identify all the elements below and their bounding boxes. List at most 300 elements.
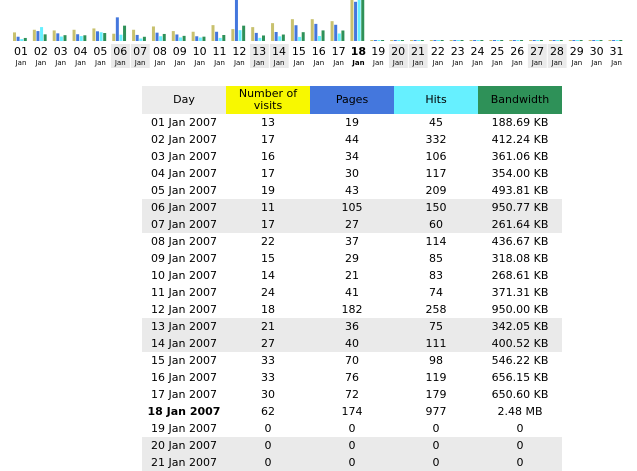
- bar-hits-07: [139, 38, 142, 41]
- bar-bandwidth-27: [540, 40, 543, 41]
- bar-bandwidth-14: [282, 35, 285, 41]
- month-tick-label: Jan: [134, 59, 146, 67]
- bandwidth-cell: 318.08 KB: [491, 252, 549, 265]
- bar-pages-19: [374, 40, 377, 41]
- bar-bandwidth-22: [441, 40, 444, 41]
- day-cell: 03 Jan 2007: [151, 150, 217, 163]
- visits-cell: 19: [261, 184, 275, 197]
- bar-pages-23: [453, 40, 456, 41]
- day-cell: 21 Jan 2007: [142, 454, 226, 471]
- month-tick-label: Jan: [194, 59, 206, 67]
- bar-hits-08: [159, 36, 162, 41]
- table-row: [142, 114, 562, 131]
- pages-cell: 37: [345, 235, 359, 248]
- pages-cell: 29: [345, 252, 359, 265]
- day-tick-label: 17: [331, 45, 346, 58]
- table-row: [142, 250, 562, 267]
- bandwidth-cell: 400.52 KB: [478, 335, 562, 352]
- bar-hits-26: [516, 40, 519, 41]
- bar-hits-03: [60, 37, 63, 41]
- bar-hits-17: [338, 33, 341, 41]
- hits-cell: 75: [394, 318, 478, 335]
- pages-cell: 0: [310, 437, 394, 454]
- bar-visits-19: [370, 40, 373, 41]
- table-row: [142, 437, 562, 454]
- bar-bandwidth-11: [222, 35, 225, 41]
- month-tick-label: Jan: [432, 59, 444, 67]
- bar-visits-12: [231, 29, 234, 41]
- bar-hits-30: [596, 40, 599, 41]
- bar-pages-26: [513, 40, 516, 41]
- hits-cell: 150: [394, 199, 478, 216]
- pages-cell: 40: [310, 335, 394, 352]
- month-tick-label: Jan: [154, 59, 166, 67]
- bar-visits-27: [529, 40, 532, 41]
- day-tick-label: 27: [530, 45, 545, 58]
- bar-bandwidth-24: [480, 40, 483, 41]
- bandwidth-cell: 950.77 KB: [478, 199, 562, 216]
- day-tick-label: 02: [33, 45, 48, 58]
- table-row: [142, 284, 562, 301]
- day-tick-label: 18: [350, 45, 367, 58]
- pages-header: Pages: [310, 86, 394, 114]
- table-row: [142, 267, 562, 284]
- bar-pages-02: [36, 31, 39, 41]
- bar-visits-22: [430, 40, 433, 41]
- month-tick-label: Jan: [551, 59, 563, 67]
- bandwidth-cell: 0: [478, 454, 562, 471]
- day-tick-label: 11: [212, 45, 227, 58]
- month-tick-label: Jan: [214, 59, 225, 67]
- bar-hits-28: [556, 40, 559, 41]
- month-tick-label: Jan: [95, 59, 106, 67]
- month-tick-label: Jan: [114, 59, 126, 67]
- visits-cell: 18: [261, 303, 275, 316]
- bar-pages-07: [136, 35, 139, 41]
- day-tick-label: 16: [311, 45, 326, 58]
- hits-cell: 74: [429, 286, 443, 299]
- bar-hits-21: [417, 40, 420, 41]
- pages-cell: 43: [345, 184, 359, 197]
- pages-cell: 182: [341, 303, 363, 316]
- day-tick-label: 26: [510, 45, 525, 58]
- bar-visits-06: [112, 34, 115, 41]
- visits-cell: 17: [226, 216, 310, 233]
- bar-hits-01: [20, 39, 23, 41]
- bar-hits-15: [298, 37, 301, 41]
- bar-hits-04: [80, 36, 83, 41]
- day-cell: 14 Jan 2007: [142, 335, 226, 352]
- pages-cell: 44: [345, 133, 359, 146]
- bar-bandwidth-17: [341, 30, 344, 41]
- day-tick-label: 04: [73, 45, 88, 58]
- bandwidth-cell: 261.64 KB: [478, 216, 562, 233]
- month-tick-label: Jan: [392, 59, 404, 67]
- bandwidth-cell: 268.61 KB: [491, 269, 549, 282]
- table-body: [142, 114, 562, 471]
- bandwidth-cell: 656.15 KB: [491, 371, 549, 384]
- day-tick-label: 31: [609, 45, 624, 58]
- bandwidth-cell: 2.48 MB: [497, 405, 543, 418]
- hits-cell: 977: [425, 405, 447, 418]
- month-tick-label: Jan: [571, 59, 583, 67]
- bar-bandwidth-01: [24, 38, 27, 41]
- bar-hits-24: [477, 40, 480, 41]
- month-tick-label: Jan: [531, 59, 543, 67]
- day-cell: 20 Jan 2007: [142, 437, 226, 454]
- bar-pages-31: [612, 40, 615, 41]
- bar-visits-09: [172, 31, 175, 41]
- day-tick-label: 05: [93, 45, 108, 58]
- hits-cell: 98: [429, 354, 443, 367]
- bar-visits-26: [509, 40, 512, 41]
- table-row: [142, 335, 562, 352]
- month-tick-label: Jan: [35, 59, 47, 67]
- day-tick-label: 08: [152, 45, 167, 58]
- pages-cell: 34: [345, 150, 359, 163]
- bandwidth-cell: 0: [516, 422, 524, 435]
- bar-pages-16: [314, 24, 317, 41]
- bandwidth-cell: 0: [478, 437, 562, 454]
- bar-pages-24: [473, 40, 476, 41]
- bar-pages-14: [275, 32, 278, 41]
- bar-visits-03: [53, 30, 56, 41]
- daily-stats-chart-svg: [0, 0, 637, 68]
- day-cell: 09 Jan 2007: [151, 252, 217, 265]
- month-tick-label: Jan: [511, 59, 523, 67]
- visits-cell: 0: [264, 422, 272, 435]
- bandwidth-cell: 354.00 KB: [491, 167, 549, 180]
- day-tick-label: 10: [192, 45, 207, 58]
- bar-visits-11: [212, 25, 215, 41]
- month-tick-label: Jan: [472, 59, 483, 67]
- bar-pages-28: [553, 40, 556, 41]
- hits-cell: 85: [429, 252, 443, 265]
- month-tick-label: Jan: [174, 59, 186, 67]
- bar-visits-10: [192, 32, 195, 41]
- bar-bandwidth-30: [599, 40, 602, 41]
- table-row: [142, 199, 562, 216]
- bandwidth-cell: 361.06 KB: [491, 150, 549, 163]
- bandwidth-header: Bandwidth: [478, 86, 562, 114]
- bar-bandwidth-19: [381, 40, 384, 41]
- table-row: [142, 182, 562, 199]
- bar-visits-31: [609, 40, 612, 41]
- hits-cell: 45: [429, 116, 443, 129]
- bar-bandwidth-07: [143, 37, 146, 41]
- pages-cell: 0: [310, 454, 394, 471]
- bar-bandwidth-16: [322, 30, 325, 41]
- bandwidth-cell: 546.22 KB: [491, 354, 549, 367]
- bar-visits-16: [311, 19, 314, 41]
- bar-visits-04: [73, 30, 76, 41]
- bar-pages-29: [572, 40, 575, 41]
- day-cell: 18 Jan 2007: [147, 405, 221, 418]
- day-cell: 05 Jan 2007: [151, 184, 217, 197]
- bar-pages-30: [592, 40, 595, 41]
- table-row: [142, 233, 562, 250]
- pages-cell: 36: [310, 318, 394, 335]
- day-tick-label: 21: [411, 45, 425, 58]
- bar-bandwidth-31: [619, 40, 622, 41]
- visits-cell: 33: [261, 371, 275, 384]
- bar-bandwidth-26: [520, 40, 523, 41]
- day-cell: 10 Jan 2007: [151, 269, 217, 282]
- day-tick-label: 24: [470, 45, 485, 58]
- bar-hits-20: [397, 40, 400, 41]
- day-tick-label: 22: [430, 45, 445, 58]
- visits-cell: 62: [261, 405, 275, 418]
- visits-cell: 17: [261, 133, 275, 146]
- bar-pages-25: [493, 40, 496, 41]
- table-row: [142, 386, 562, 403]
- day-tick-label: 14: [272, 45, 287, 58]
- table-row: [142, 403, 562, 420]
- month-tick-label: Jan: [611, 59, 622, 67]
- bar-visits-15: [291, 19, 294, 41]
- hits-cell: 332: [425, 133, 447, 146]
- bar-visits-14: [271, 23, 274, 41]
- bar-visits-13: [251, 27, 254, 41]
- hits-cell: 209: [425, 184, 447, 197]
- bar-bandwidth-04: [83, 35, 86, 41]
- bar-bandwidth-15: [302, 32, 305, 41]
- bar-bandwidth-06: [123, 26, 126, 41]
- daily-stats-table: [142, 86, 562, 471]
- table-row: [142, 369, 562, 386]
- month-tick-label: Jan: [253, 59, 265, 67]
- bar-pages-05: [96, 31, 99, 41]
- hits-header: Hits: [394, 86, 478, 114]
- day-cell: 08 Jan 2007: [151, 235, 217, 248]
- day-tick-label: 03: [53, 45, 68, 58]
- day-tick-label: 30: [589, 45, 604, 58]
- hits-cell: 83: [429, 269, 443, 282]
- hits-cell: 60: [394, 216, 478, 233]
- table-row: [142, 352, 562, 369]
- bar-pages-06: [116, 17, 119, 41]
- bar-visits-24: [470, 40, 473, 41]
- bar-visits-21: [410, 40, 413, 41]
- day-cell: 01 Jan 2007: [151, 116, 217, 129]
- visits-cell: 11: [226, 199, 310, 216]
- bar-bandwidth-13: [262, 35, 265, 41]
- visits-cell: 16: [261, 150, 275, 163]
- month-tick-label: Jan: [273, 59, 285, 67]
- table-row: [142, 420, 562, 437]
- day-cell: 04 Jan 2007: [151, 167, 217, 180]
- day-tick-label: 29: [569, 45, 584, 58]
- month-tick-label: Jan: [15, 59, 27, 67]
- month-tick-label: Jan: [352, 59, 365, 67]
- hits-cell: 0: [394, 454, 478, 471]
- bar-pages-10: [195, 36, 198, 41]
- hits-cell: 0: [394, 437, 478, 454]
- hits-cell: 117: [425, 167, 447, 180]
- bar-pages-12: [235, 0, 238, 41]
- day-tick-label: 13: [252, 45, 267, 58]
- bar-pages-09: [175, 34, 178, 41]
- table-row: [142, 131, 562, 148]
- bar-pages-27: [533, 40, 536, 41]
- bar-pages-04: [76, 34, 79, 41]
- bar-hits-13: [258, 38, 261, 41]
- table-row: [142, 318, 562, 335]
- hits-cell: 0: [432, 422, 440, 435]
- bar-hits-19: [378, 40, 381, 41]
- bar-visits-17: [331, 21, 334, 41]
- hits-cell: 119: [425, 371, 447, 384]
- visits-cell: 30: [261, 388, 275, 401]
- visits-cell: 24: [261, 286, 275, 299]
- bandwidth-cell: 436.67 KB: [491, 235, 549, 248]
- bar-bandwidth-12: [242, 26, 245, 41]
- table-header-row: [142, 86, 562, 114]
- day-cell: 13 Jan 2007: [142, 318, 226, 335]
- bar-bandwidth-21: [421, 40, 424, 41]
- bandwidth-cell: 371.31 KB: [491, 286, 549, 299]
- day-tick-label: 25: [490, 45, 505, 58]
- pages-cell: 72: [345, 388, 359, 401]
- bar-bandwidth-02: [44, 34, 47, 41]
- day-cell: 07 Jan 2007: [142, 216, 226, 233]
- bar-pages-11: [215, 32, 218, 41]
- month-tick-label: Jan: [492, 59, 503, 67]
- bar-bandwidth-05: [103, 33, 106, 41]
- month-tick-label: Jan: [75, 59, 86, 67]
- bar-bandwidth-28: [560, 40, 563, 41]
- bar-hits-29: [576, 40, 579, 41]
- visits-cell: 0: [226, 454, 310, 471]
- visits-cell: 17: [261, 167, 275, 180]
- bar-bandwidth-10: [202, 37, 205, 41]
- day-tick-label: 01: [14, 45, 28, 58]
- month-tick-label: Jan: [333, 59, 344, 67]
- month-tick-label: Jan: [313, 59, 325, 67]
- bar-hits-11: [219, 38, 222, 41]
- bar-hits-22: [437, 40, 440, 41]
- bar-hits-23: [457, 40, 460, 41]
- month-tick-label: Jan: [412, 59, 424, 67]
- pages-cell: 105: [310, 199, 394, 216]
- day-tick-label: 28: [549, 45, 564, 58]
- day-cell: 12 Jan 2007: [151, 303, 217, 316]
- bar-hits-16: [318, 36, 321, 41]
- bar-pages-08: [156, 33, 159, 41]
- day-tick-label: 12: [232, 45, 247, 58]
- day-tick-label: 15: [291, 45, 306, 58]
- month-tick-label: Jan: [452, 59, 464, 67]
- bar-hits-02: [40, 27, 43, 41]
- table-row: [142, 165, 562, 182]
- visits-cell: 27: [226, 335, 310, 352]
- bar-visits-28: [549, 40, 552, 41]
- bar-visits-23: [450, 40, 453, 41]
- bar-pages-21: [414, 40, 417, 41]
- day-cell: 17 Jan 2007: [151, 388, 217, 401]
- table-row: [142, 301, 562, 318]
- bar-hits-09: [179, 37, 182, 41]
- day-cell: 16 Jan 2007: [151, 371, 217, 384]
- bar-pages-01: [17, 37, 20, 41]
- bar-visits-30: [589, 40, 592, 41]
- pages-cell: 41: [345, 286, 359, 299]
- bar-visits-02: [33, 30, 36, 41]
- bar-bandwidth-23: [461, 40, 464, 41]
- visits-cell: 13: [261, 116, 275, 129]
- bar-bandwidth-18: [361, 0, 364, 41]
- bar-bandwidth-25: [500, 40, 503, 41]
- day-cell: 19 Jan 2007: [151, 422, 217, 435]
- bar-bandwidth-20: [401, 40, 404, 41]
- visits-cell: 33: [261, 354, 275, 367]
- bar-visits-01: [13, 32, 16, 41]
- bar-pages-13: [255, 33, 258, 41]
- hits-cell: 106: [425, 150, 447, 163]
- pages-cell: 27: [310, 216, 394, 233]
- bar-bandwidth-03: [64, 35, 67, 41]
- bar-hits-12: [239, 30, 242, 41]
- bandwidth-cell: 412.24 KB: [491, 133, 549, 146]
- bar-hits-06: [119, 35, 122, 41]
- bar-hits-31: [616, 40, 619, 41]
- daily-stats-chart: [0, 0, 637, 68]
- bandwidth-cell: 188.69 KB: [491, 116, 549, 129]
- bar-visits-05: [92, 28, 95, 41]
- pages-cell: 70: [345, 354, 359, 367]
- bar-pages-20: [394, 40, 397, 41]
- table-row: [142, 216, 562, 233]
- bar-hits-25: [497, 40, 500, 41]
- month-tick-label: Jan: [591, 59, 603, 67]
- pages-cell: 76: [345, 371, 359, 384]
- bandwidth-cell: 650.60 KB: [491, 388, 549, 401]
- pages-cell: 19: [345, 116, 359, 129]
- bar-hits-10: [199, 38, 202, 41]
- day-tick-label: 06: [113, 45, 128, 58]
- pages-cell: 174: [341, 405, 363, 418]
- bar-visits-29: [569, 40, 572, 41]
- bar-hits-27: [536, 40, 539, 41]
- month-tick-label: Jan: [55, 59, 67, 67]
- bar-pages-17: [334, 25, 337, 41]
- day-tick-label: 09: [172, 45, 187, 58]
- bar-hits-18: [358, 0, 361, 41]
- bar-pages-22: [433, 40, 436, 41]
- bar-pages-15: [295, 25, 298, 41]
- month-tick-label: Jan: [293, 59, 305, 67]
- bar-visits-08: [152, 26, 155, 41]
- visits-cell: 15: [261, 252, 275, 265]
- day-header: Day: [142, 86, 226, 114]
- bandwidth-cell: 342.05 KB: [478, 318, 562, 335]
- bar-hits-05: [100, 32, 103, 41]
- month-tick-label: Jan: [372, 59, 384, 67]
- day-cell: 02 Jan 2007: [151, 133, 217, 146]
- visits-cell: 14: [261, 269, 275, 282]
- day-cell: 06 Jan 2007: [142, 199, 226, 216]
- day-cell: 15 Jan 2007: [151, 354, 217, 367]
- bar-pages-18: [354, 2, 357, 41]
- bar-bandwidth-29: [580, 40, 583, 41]
- day-cell: 11 Jan 2007: [151, 286, 217, 299]
- table-row: [142, 148, 562, 165]
- pages-cell: 30: [345, 167, 359, 180]
- bar-visits-25: [489, 40, 492, 41]
- bar-bandwidth-09: [183, 36, 186, 41]
- bar-pages-03: [56, 33, 59, 41]
- hits-cell: 179: [425, 388, 447, 401]
